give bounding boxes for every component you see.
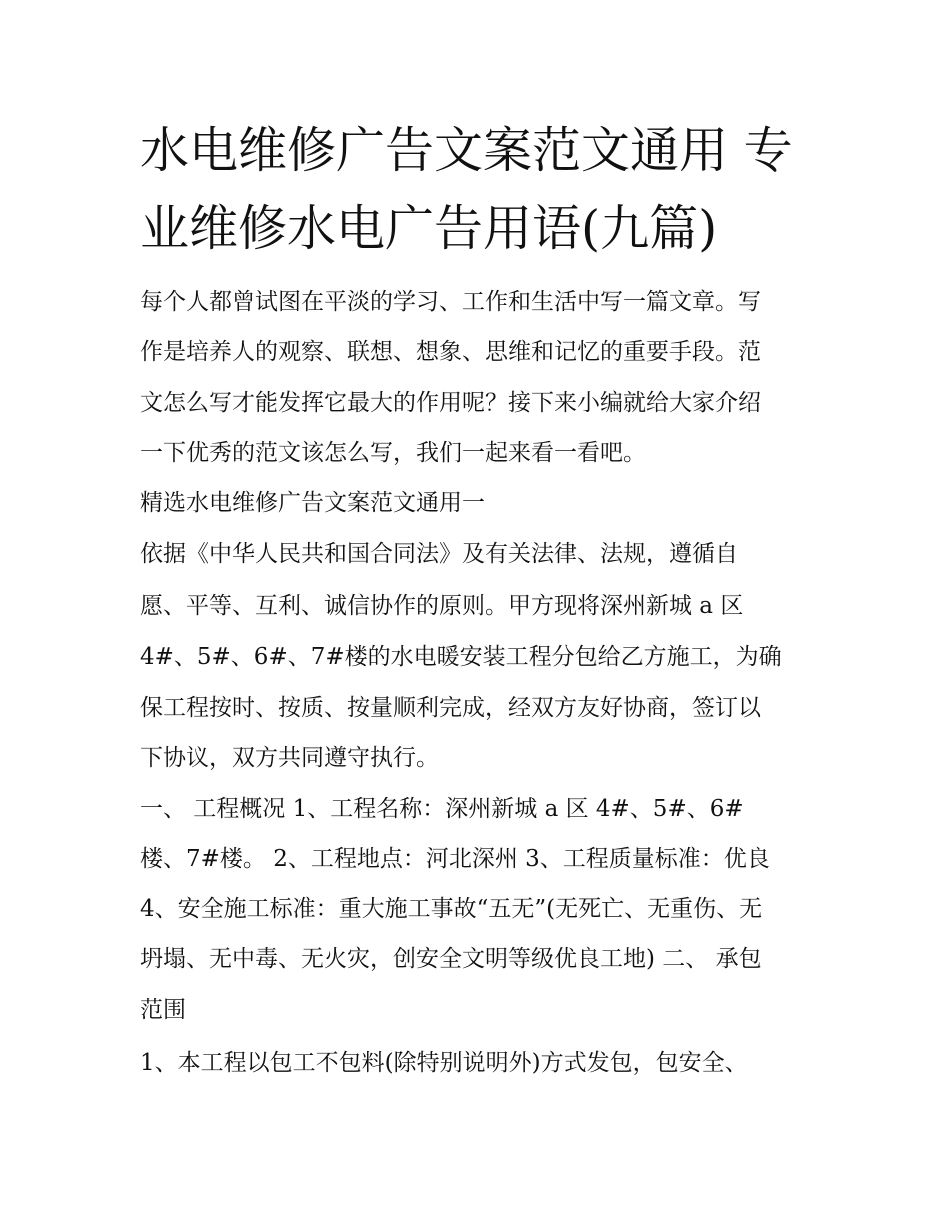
body-line: 楼、7#楼。 2、工程地点：河北深州 3、工程质量标准：优良 [140, 846, 770, 872]
body-line: 一下优秀的范文该怎么写，我们一起来看一看吧。 [140, 440, 646, 466]
body-line: 每个人都曾试图在平淡的学习、工作和生活中写一篇文章。写 [140, 289, 761, 315]
body-line: 1、本工程以包工不包料(除特别说明外)方式发包，包安全、 [140, 1050, 748, 1076]
body-line: 4、安全施工标准：重大施工事故“五无”(无死亡、无重伤、无 [140, 896, 763, 922]
body-line: 坍塌、无中毒、无火灾，创安全文明等级优良工地) 二、 承包 [140, 946, 762, 972]
body-line: 文怎么写才能发挥它最大的作用呢？接下来小编就给大家介绍 [140, 390, 761, 416]
body-line: 一、 工程概况 1、工程名称：深州新城 a 区 4#、5#、6# [140, 796, 744, 822]
body-line: 依据《中华人民共和国合同法》及有关法律、法规，遵循自 [140, 541, 738, 567]
section-heading: 精选水电维修广告文案范文通用一 [140, 490, 485, 516]
body-line: 范围 [140, 997, 186, 1023]
page-title-line-2: 业维修水电广告用语(九篇) [140, 200, 718, 257]
body-line: 保工程按时、按质、按量顺利完成，经双方友好协商，签订以 [140, 695, 761, 721]
page-title-line-1: 水电维修广告文案范文通用 专 [140, 122, 793, 179]
body-line: 下协议，双方共同遵守执行。 [140, 745, 439, 771]
body-line: 作是培养人的观察、联想、想象、思维和记忆的重要手段。范 [140, 339, 761, 365]
body-line: 愿、平等、互利、诚信协作的原则。甲方现将深州新城 a 区 [140, 593, 744, 619]
body-line: 4#、5#、6#、7#楼的水电暖安装工程分包给乙方施工，为确 [140, 644, 782, 670]
